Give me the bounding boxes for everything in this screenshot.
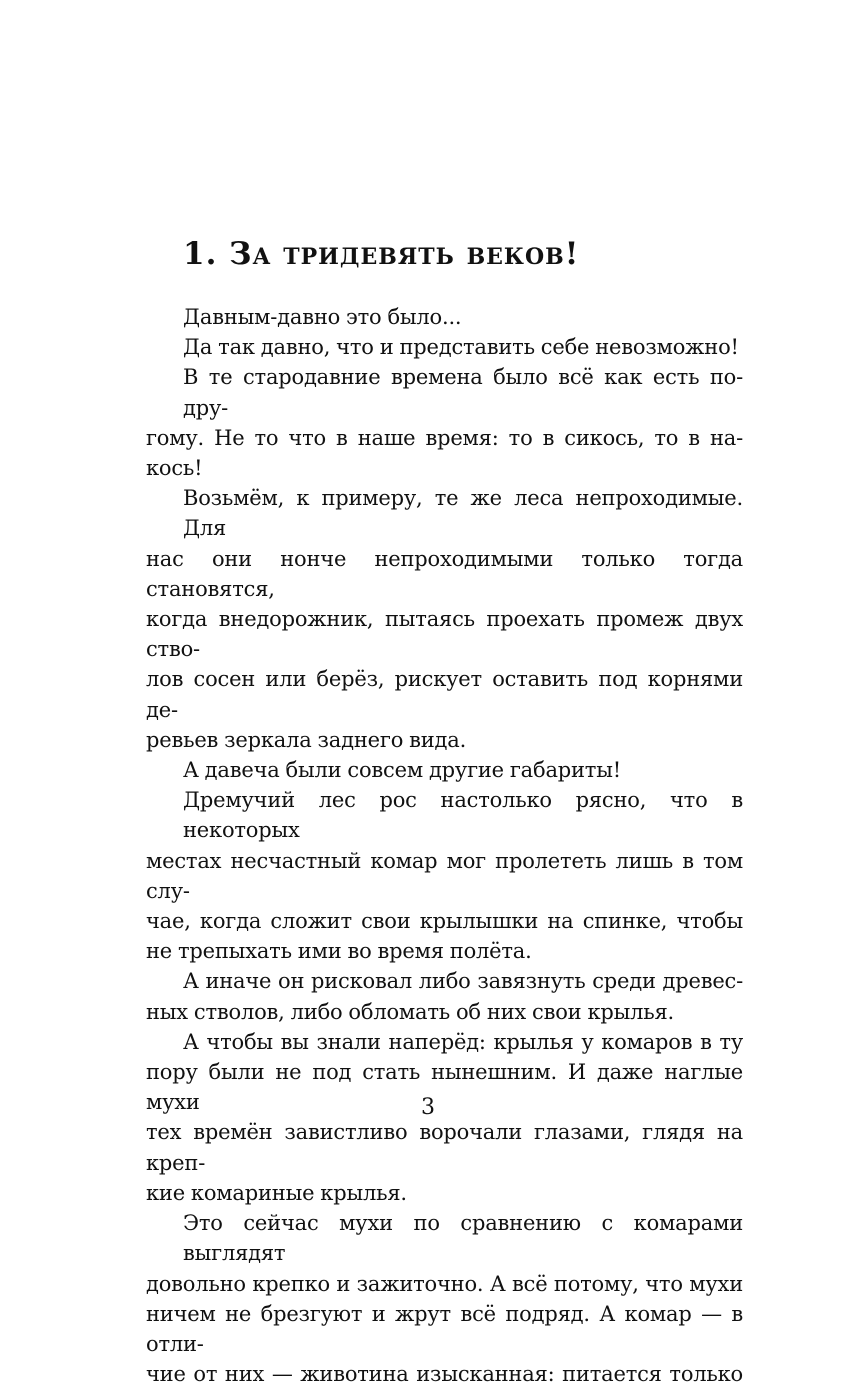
text-line: Возьмём, к примеру, те же леса непроходимые. Для [183, 486, 743, 541]
text-line: Это сейчас мухи по сравнению с комарами выглядят [183, 1211, 743, 1266]
text-line: нас они нонче непроходимыми только тогда становятся, [146, 546, 743, 601]
text-line: гому. Не то что в наше время: то в сикось, то в на- [146, 425, 743, 450]
text-line: чие от них — животина изысканная: питается только [146, 1362, 743, 1387]
text-line: лов сосен или берёз, рискует оставить под корнями де- [146, 667, 743, 722]
text-line: Давным-давно это было... [183, 305, 462, 329]
text-line: Да так давно, что и представить себе невозможно! [183, 335, 739, 360]
text-line: А чтобы вы знали наперёд: крылья у комаров в ту [183, 1029, 743, 1054]
text-line: тех времён завистливо ворочали глазами, глядя на креп- [146, 1120, 743, 1175]
text-line: не трепыхать ими во время полёта. [146, 939, 532, 964]
text-line: ничем не брезгуют и жрут всё подряд. А комар — в отли- [146, 1301, 743, 1356]
chapter-body [146, 302, 743, 1389]
text-line: кие комариные крылья. [146, 1180, 407, 1205]
text-line: ных стволов, либо обломать об них свои крылья. [146, 999, 675, 1024]
text-line: чае, когда сложит свои крылышки на спинке, чтобы [146, 909, 743, 934]
chapter-title: 1. За тридевять веков! [183, 236, 580, 272]
text-line: ревьев зеркала заднего вида. [146, 727, 467, 752]
text-line: когда внедорожник, пытаясь проехать промеж двух ство- [146, 607, 743, 662]
page-number: 3 [421, 1095, 435, 1120]
text-line: довольно крепко и зажиточно. А всё потому, что мухи [146, 1271, 743, 1296]
text-line: В те стародавние времена было всё как есть по-дру- [183, 365, 743, 420]
text-line: пору были не под стать нынешним. И даже наглые мухи [146, 1060, 743, 1115]
text-line: местах несчастный комар мог пролететь лишь в том слу- [146, 848, 743, 903]
text-line: Дремучий лес рос настолько рясно, что в некоторых [183, 788, 743, 843]
text-line: А иначе он рисковал либо завязнуть среди древес- [183, 969, 743, 994]
text-line: кось! [146, 456, 203, 481]
text-line: А давеча были совсем другие габариты! [183, 758, 621, 783]
